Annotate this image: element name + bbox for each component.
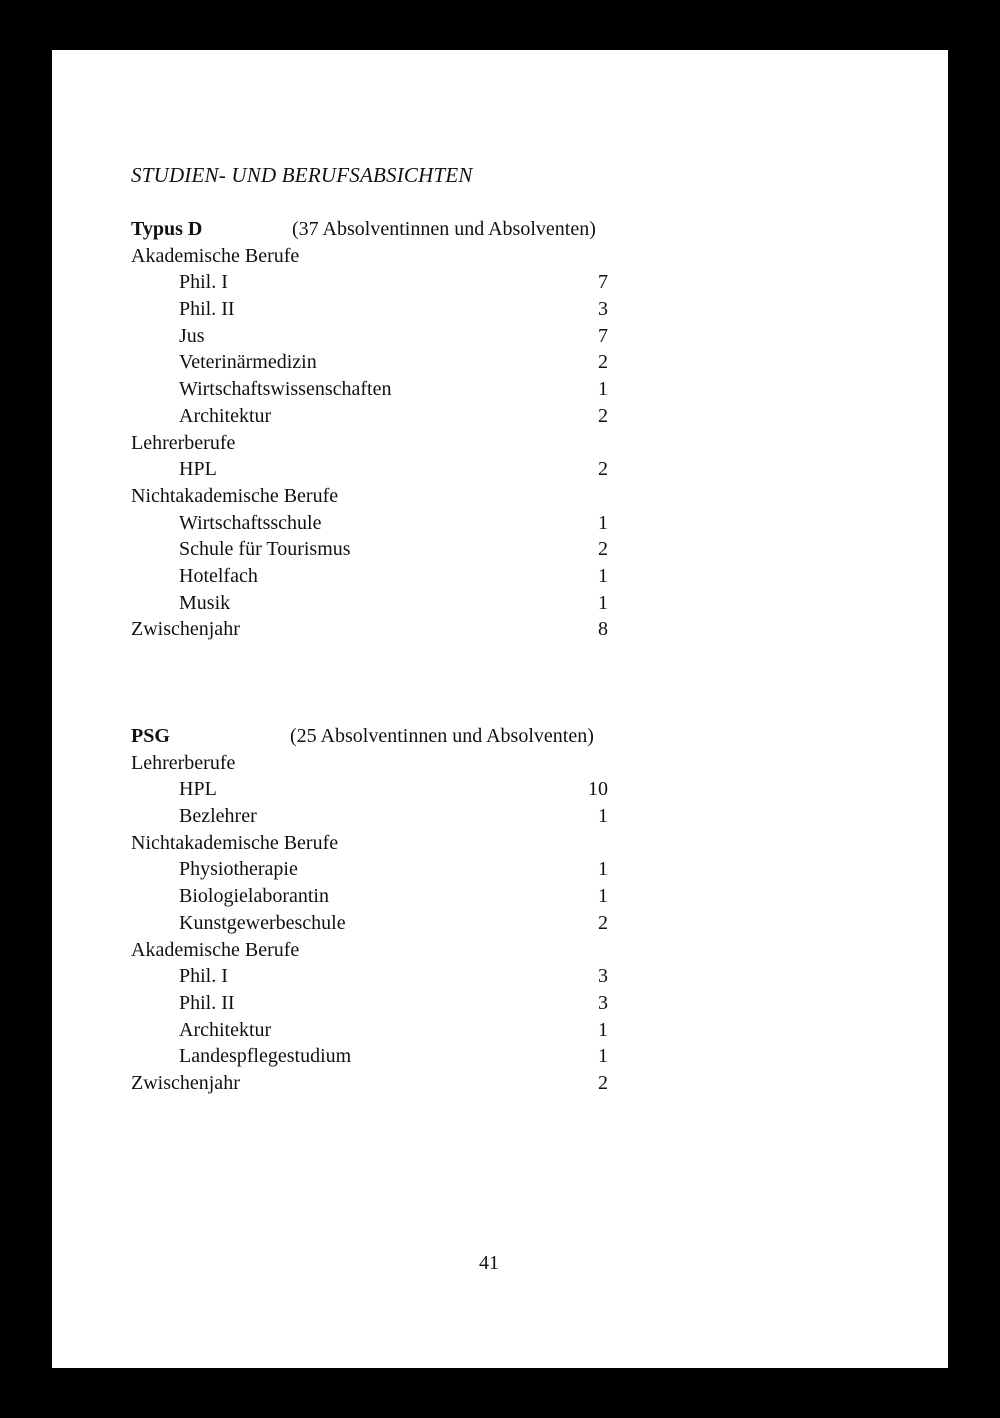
item-row xyxy=(52,456,948,483)
count-value: 10 xyxy=(588,778,608,801)
count-value: 2 xyxy=(598,1071,608,1094)
item-row xyxy=(52,403,948,430)
item-row xyxy=(52,1017,948,1044)
count-value: 1 xyxy=(598,378,608,401)
item-label: Landespflegestudium xyxy=(179,1045,352,1068)
category-row xyxy=(52,483,948,510)
item-label: Physiotherapie xyxy=(179,858,298,881)
section-title-row xyxy=(52,216,948,243)
item-label: Phil. I xyxy=(179,965,228,988)
category-label: Lehrerberufe xyxy=(131,431,236,454)
count-value: 3 xyxy=(598,298,608,321)
category-row xyxy=(52,750,948,777)
count-value: 1 xyxy=(598,564,608,587)
count-value: 1 xyxy=(598,1045,608,1068)
category-label: Zwischenjahr xyxy=(131,1071,240,1094)
category-label: Akademische Berufe xyxy=(131,244,300,267)
category-row xyxy=(52,243,948,270)
section-title-row xyxy=(52,723,948,750)
count-value: 1 xyxy=(598,858,608,881)
count-value: 2 xyxy=(598,458,608,481)
item-row xyxy=(52,590,948,617)
category-row xyxy=(52,616,948,643)
item-row xyxy=(52,563,948,590)
item-label: Bezlehrer xyxy=(179,805,257,828)
item-label: Phil. I xyxy=(179,271,228,294)
item-row xyxy=(52,990,948,1017)
section-title: Typus D xyxy=(131,218,203,240)
count-value: 2 xyxy=(598,911,608,934)
page-number: 41 xyxy=(479,1252,499,1274)
category-label: Zwischenjahr xyxy=(131,618,240,641)
page-heading: STUDIEN- UND BERUFSABSICHTEN xyxy=(131,163,473,187)
item-label: Architektur xyxy=(179,1018,272,1041)
count-value: 1 xyxy=(598,591,608,614)
item-label: Wirtschaftsschule xyxy=(179,511,322,534)
item-row xyxy=(52,376,948,403)
item-row xyxy=(52,510,948,537)
item-label: Musik xyxy=(179,591,231,614)
count-value: 1 xyxy=(598,885,608,908)
count-value: 2 xyxy=(598,351,608,374)
item-label: HPL xyxy=(179,458,217,481)
item-row xyxy=(52,910,948,937)
category-label: Nichtakademische Berufe xyxy=(131,831,339,854)
category-row xyxy=(52,937,948,964)
item-row xyxy=(52,963,948,990)
count-value: 1 xyxy=(598,805,608,828)
section-count: (37 Absolventinnen und Absolventen) xyxy=(292,218,596,240)
item-label: Phil. II xyxy=(179,298,235,321)
count-value: 3 xyxy=(598,991,608,1014)
document-page xyxy=(52,50,948,1368)
item-label: Schule für Tourismus xyxy=(179,538,351,561)
item-label: Hotelfach xyxy=(179,564,258,587)
item-label: Kunstgewerbeschule xyxy=(179,911,346,934)
count-value: 2 xyxy=(598,538,608,561)
category-label: Lehrerberufe xyxy=(131,751,236,774)
category-row xyxy=(52,430,948,457)
item-row xyxy=(52,349,948,376)
item-row xyxy=(52,1043,948,1070)
count-value: 7 xyxy=(598,271,608,294)
count-value: 7 xyxy=(598,324,608,347)
section-typus-d xyxy=(52,216,948,643)
section-psg xyxy=(52,723,948,1097)
section-count: (25 Absolventinnen und Absolventen) xyxy=(290,725,594,747)
item-label: Phil. II xyxy=(179,991,235,1014)
item-row xyxy=(52,269,948,296)
item-row xyxy=(52,803,948,830)
section-title: PSG xyxy=(131,725,170,747)
item-row xyxy=(52,856,948,883)
category-row xyxy=(52,830,948,857)
item-row xyxy=(52,883,948,910)
item-row xyxy=(52,776,948,803)
section-rows xyxy=(52,750,948,1097)
count-value: 1 xyxy=(598,511,608,534)
item-label: Veterinärmedizin xyxy=(179,351,317,374)
item-label: HPL xyxy=(179,778,217,801)
count-value: 1 xyxy=(598,1018,608,1041)
section-rows xyxy=(52,243,948,643)
category-label: Nichtakademische Berufe xyxy=(131,484,339,507)
item-row xyxy=(52,323,948,350)
count-value: 3 xyxy=(598,965,608,988)
item-row xyxy=(52,296,948,323)
item-label: Biologielaborantin xyxy=(179,885,329,908)
item-label: Architektur xyxy=(179,404,272,427)
count-value: 8 xyxy=(598,618,608,641)
item-row xyxy=(52,536,948,563)
item-label: Jus xyxy=(179,324,205,347)
item-label: Wirtschaftswissenschaften xyxy=(179,378,392,401)
count-value: 2 xyxy=(598,404,608,427)
category-row xyxy=(52,1070,948,1097)
category-label: Akademische Berufe xyxy=(131,938,300,961)
